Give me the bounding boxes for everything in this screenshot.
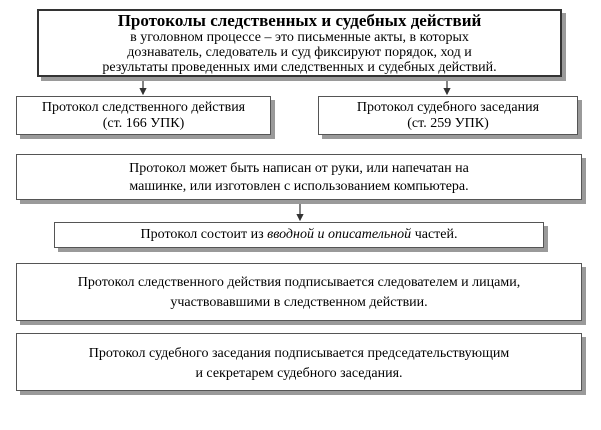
definition-title: Протоколы следственных и судебных действий: [117, 11, 482, 30]
investigative-protocol-box: [16, 96, 271, 135]
investigative-signature-box: [16, 263, 582, 321]
investigative-protocol-article: (ст. 166 УПК): [102, 116, 185, 131]
parts-and: и: [313, 227, 328, 242]
definition-box: [37, 9, 562, 77]
definition-line-2: дознаватель, следователь и суд фиксируют порядок, ход и: [127, 45, 472, 60]
definition-line-3: результаты проведенных ими следственных и судебных действий.: [102, 60, 497, 75]
investigative-signature-line-1: Протокол следственного действия подписывается следователем и лицами,: [77, 275, 521, 290]
court-signature-line-2: и секретарем судебного заседания.: [195, 366, 403, 381]
court-protocol-label: Протокол судебного заседания: [356, 100, 540, 115]
parts-desc: описательной: [327, 227, 412, 242]
investigative-protocol-label: Протокол следственного действия: [41, 100, 246, 115]
protocol-form-box: [16, 154, 582, 200]
court-protocol-box: [318, 96, 578, 135]
protocol-form-line-2: машинке, или изготовлен с использованием компьютера.: [129, 179, 469, 194]
investigative-signature-line-2: участвовавшими в следственном действии.: [170, 295, 428, 310]
court-signature-box: [16, 333, 582, 391]
court-protocol-article: (ст. 259 УПК): [407, 116, 489, 131]
protocol-form-line-1: Протокол может быть написан от руки, или напечатан на: [129, 161, 469, 176]
parts-suffix: частей.: [411, 227, 458, 242]
definition-line-1: в уголовном процессе – это письменные акты, в которых: [130, 30, 469, 45]
court-signature-line-1: Протокол судебного заседания подписывается председательствующим: [88, 346, 510, 361]
parts-intro: вводной: [267, 227, 314, 242]
parts-prefix: Протокол состоит из: [140, 227, 268, 242]
protocol-parts-box: [54, 222, 544, 248]
